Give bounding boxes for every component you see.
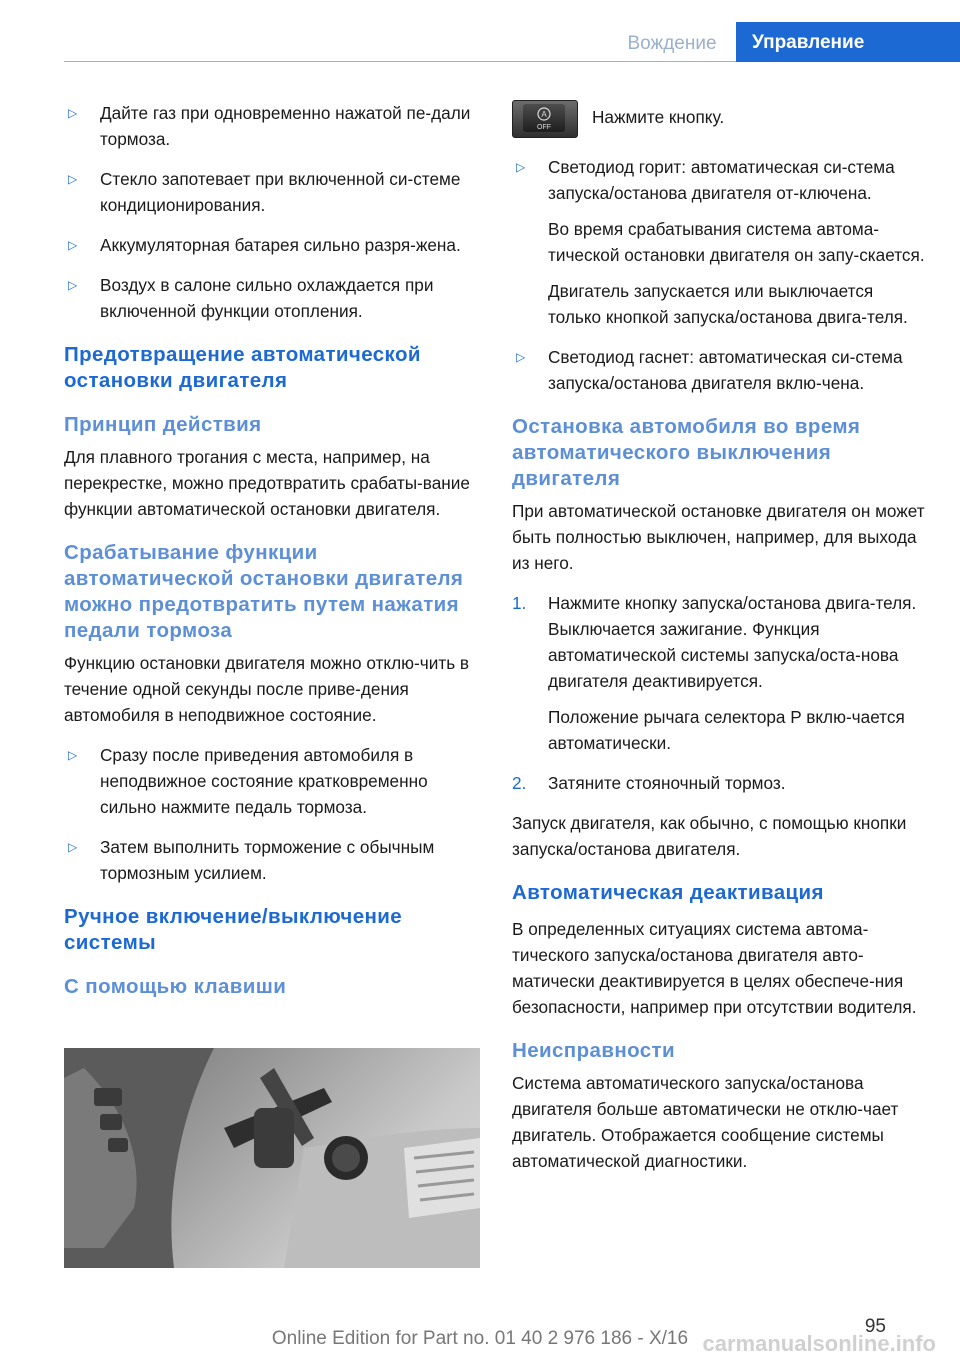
list-item: ▷ Аккумуляторная батарея сильно разря-жена. [64,232,482,258]
paragraph-auto-deactivation: В определенных ситуациях система автома-тического запуска/останова двигателя авто-матически деактивируется в целях обеспече-ния безопасности, например при отсутствии водителя. [512,919,917,1017]
dashboard-illustration [64,1048,480,1268]
tab-controls[interactable]: Управление [736,22,960,62]
heading-with-button: С помощью клавиши [64,975,287,998]
list-item: ▷ Затем выполнить торможение с обычным тормозным усилием. [64,834,482,886]
list-item: ▷ Светодиод горит: автоматическая си-стема запуска/останова двигателя от-ключена. Во время срабатывания система автома-тической остановки двигателя он запу-скается. Двигатель запускается или выключается только кнопкой запуска/останова двига-теля. [512,154,928,330]
paragraph-stop: При автоматической остановке двигателя он может быть полностью выключен, например, для выхода из него. [512,501,925,573]
list-item: ▷ Сразу после приведения автомобиля в неподвижное состояние кратковременно сильно нажмите педаль тормоза. [64,742,482,820]
svg-text:OFF: OFF [537,124,551,131]
numbered-step: 2. Затяните стояночный тормоз. [512,773,786,793]
triangle-bullet-icon: ▷ [68,238,78,252]
svg-text:A: A [541,110,547,119]
triangle-bullet-icon: ▷ [68,106,78,120]
page-number: 95 [864,1316,886,1337]
triangle-bullet-icon: ▷ [68,172,78,186]
triangle-bullet-icon: ▷ [68,840,78,854]
steering-wheel-photo [64,1048,480,1268]
heading-auto-deactivation: Автоматическая деактивация [512,881,824,904]
list-item: ▷ Дайте газ при одновременно нажатой пе-дали тормоза. [64,100,482,152]
heading-principle: Принцип действия [64,413,262,436]
triangle-bullet-icon: ▷ [516,350,526,364]
paragraph-faults: Система автоматического запуска/останова двигателя больше автоматически не отклю-чает двигатель. Отображается сообщение системы автоматической диагностики. [512,1073,899,1171]
list-item: ▷ Стекло запотевает при включенной си-стеме кондиционирования. [64,166,482,218]
heading-stop-vehicle: Остановка автомобиля во время автоматического выключения двигателя [512,415,861,490]
paragraph-principle: Для плавного трогания с места, например, на перекрестке, можно предотвратить срабаты-вание функции автоматической остановки двигателя. [64,447,470,519]
auto-start-stop-button-icon [512,100,578,138]
triangle-bullet-icon: ▷ [68,278,78,292]
list-item: ▷ Воздух в салоне сильно охлаждается при включенной функции отопления. [64,272,482,324]
triangle-bullet-icon: ▷ [68,748,78,762]
right-column [512,100,928,1188]
paragraph-brake: Функцию остановки двигателя можно отклю-чить в течение одной секунды после приве-дения автомобиля в неподвижное состояние. [64,653,470,725]
press-button-text: Нажмите кнопку. [592,107,725,127]
heading-prevent-auto-stop: Предотвращение автоматической остановки двигателя [64,343,421,392]
paragraph-start: Запуск двигателя, как обычно, с помощью кнопки запуска/останова двигателя. [512,813,907,859]
heading-faults: Неисправности [512,1039,675,1062]
tab-driving[interactable]: Вождение [627,33,717,54]
press-button-row [512,100,928,140]
numbered-step: 1. Нажмите кнопку запуска/останова двига-теля. Выключается зажигание. Функция автоматической системы запуска/оста-нова двигателя деактивируется. Положение рычага селектора P вклю-чается автоматически. [512,593,917,753]
left-column [64,100,482,1006]
heading-brake-prevent: Срабатывание функции автоматической остановки двигателя можно предотвратить путем нажатия педали тормоза [64,541,464,642]
list-item: ▷ Светодиод гаснет: автоматическая си-стема запуска/останова двигателя вклю-чена. [512,344,928,396]
watermark: carmanualsonline.info [702,1331,936,1356]
footer-edition: Online Edition for Part no. 01 40 2 976 186 - X/16 [271,1328,689,1349]
heading-manual-toggle: Ручное включение/выключение системы [64,905,403,954]
triangle-bullet-icon: ▷ [516,160,526,174]
